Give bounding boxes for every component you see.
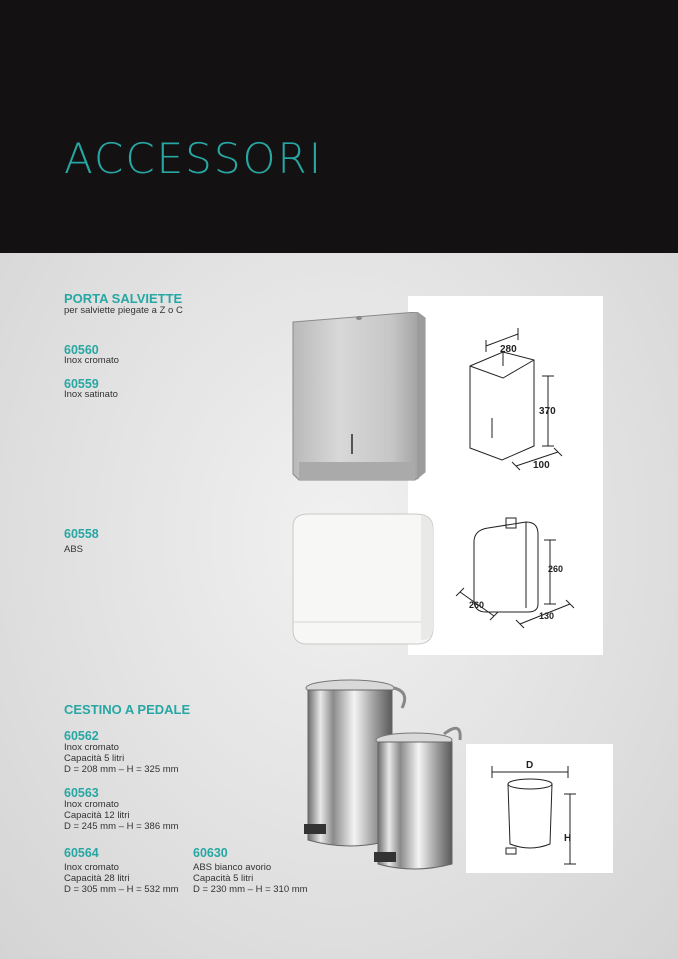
section-title-porta-salviette: PORTA SALVIETTE <box>64 291 183 306</box>
product-desc: D = 230 mm – H = 310 mm <box>193 884 308 895</box>
product-desc: Inox cromato <box>64 742 119 753</box>
product-code: 60558 <box>64 527 99 541</box>
product-code: 60559 <box>64 377 99 391</box>
product-code: 60560 <box>64 343 99 357</box>
section-title-cestino: CESTINO A PEDALE <box>64 702 191 717</box>
dim-width: 260 <box>469 600 485 610</box>
product-code: 60562 <box>64 729 99 743</box>
dim-h-label: H <box>564 833 572 844</box>
product-code: 60563 <box>64 786 99 800</box>
product-desc: ABS bianco avorio <box>193 862 272 873</box>
product-desc: Inox satinato <box>64 389 118 400</box>
product-desc: D = 245 mm – H = 386 mm <box>64 821 179 832</box>
product-code: 60564 <box>64 846 99 860</box>
header-banner <box>0 0 678 253</box>
product-desc: ABS <box>64 544 84 555</box>
product-desc: Inox cromato <box>64 862 119 873</box>
section-subtitle: per salviette piegate a Z o C <box>64 305 183 316</box>
dim-d-label: D <box>526 760 534 771</box>
product-code: 60630 <box>193 846 228 860</box>
product-desc: Capacità 28 litri <box>64 873 130 884</box>
steel-dispenser-diagram <box>408 296 603 486</box>
product-desc: D = 305 mm – H = 532 mm <box>64 884 179 895</box>
dim-depth: 100 <box>533 460 550 471</box>
product-desc: Capacità 5 litri <box>193 873 254 884</box>
dim-depth: 130 <box>539 611 555 621</box>
product-desc: D = 208 mm – H = 325 mm <box>64 764 179 775</box>
pedal-bins-image <box>298 678 468 883</box>
product-desc: Inox cromato <box>64 355 119 366</box>
product-desc: Capacità 5 litri <box>64 753 125 764</box>
page-title: ACCESSORI <box>64 134 324 183</box>
dim-height: 260 <box>548 564 564 574</box>
product-desc: Capacità 12 litri <box>64 810 130 821</box>
product-desc: Inox cromato <box>64 799 119 810</box>
dim-width: 280 <box>500 344 517 355</box>
dim-height: 370 <box>539 406 556 417</box>
abs-dispenser-diagram <box>408 500 603 650</box>
bin-diagram <box>466 744 613 873</box>
